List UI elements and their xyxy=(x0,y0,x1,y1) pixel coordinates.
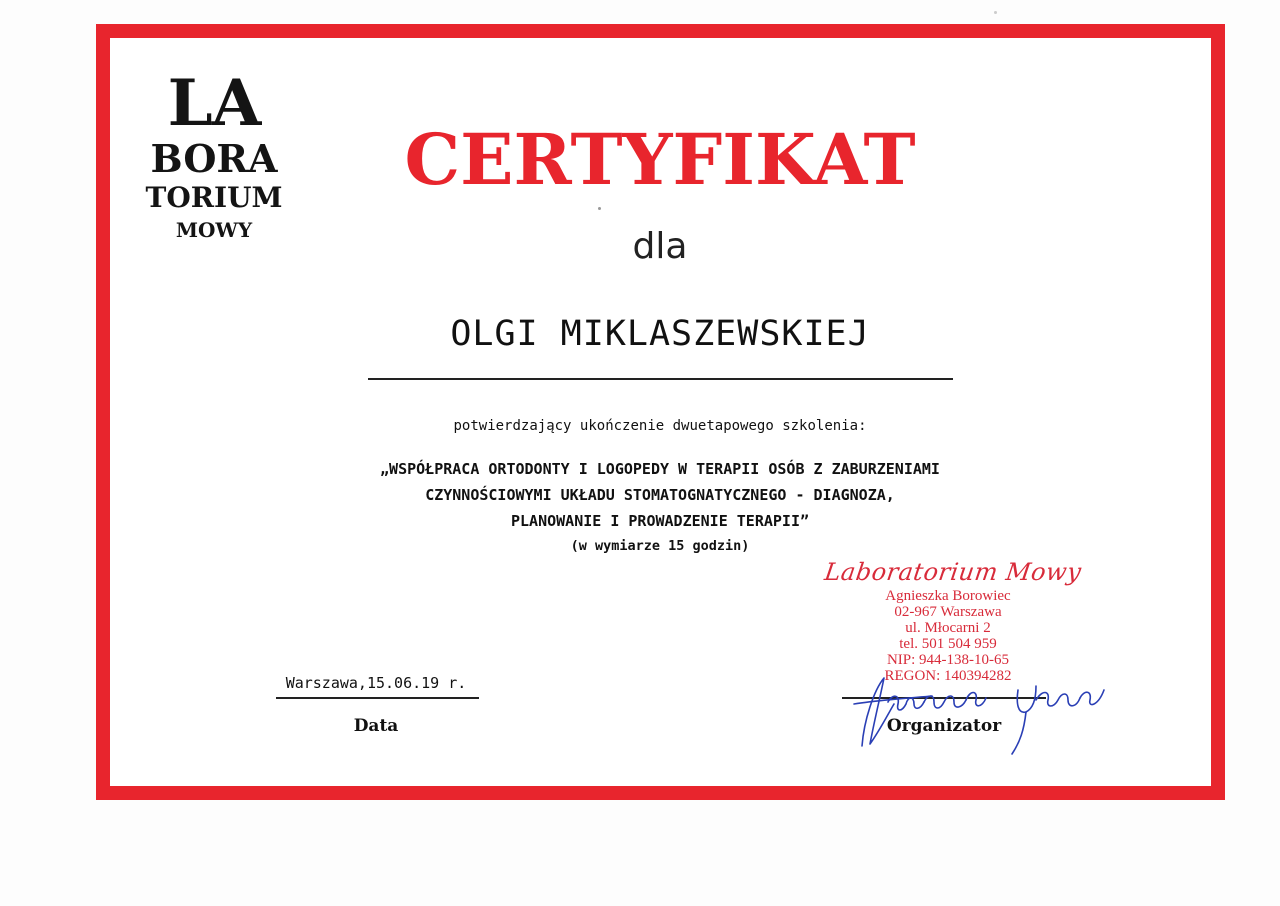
logo-line-3: TORIUM xyxy=(145,181,283,214)
course-title-line: CZYNNOŚCIOWYMI UKŁADU STOMATOGNATYCZNEGO - DIAGNOZA, xyxy=(425,486,895,504)
date-value: Warszawa,15.06.19 r. xyxy=(285,674,467,692)
logo-line-2: BORA xyxy=(150,136,278,181)
handwritten-signature xyxy=(840,660,1120,760)
logo-line-4: MOWY xyxy=(175,218,253,242)
stamp-line: Agnieszka Borowiec xyxy=(885,588,1011,604)
paper-speck xyxy=(994,11,997,14)
recipient-name: OLGI MIKLASZEWSKIEJ xyxy=(450,314,870,354)
stamp-name: Laboratorium Mowy xyxy=(822,558,1084,586)
stamp-line: NIP: 944-138-10-65 xyxy=(886,652,1010,668)
stamp-line: tel. 501 504 959 xyxy=(899,636,997,652)
stamp-line: 02-967 Warszawa xyxy=(894,604,1002,620)
date-label: Data xyxy=(353,716,399,736)
for-label: dla xyxy=(632,226,688,267)
certificate-title: CERTYFIKAT xyxy=(404,118,916,201)
recipient-underline xyxy=(368,378,953,380)
stamp-line: ul. Młocarni 2 xyxy=(905,620,991,636)
course-title-line: „WSPÓŁPRACA ORTODONTY I LOGOPEDY W TERAPII OSÓB Z ZABURZENIAMI xyxy=(380,460,940,478)
confirmation-text: potwierdzający ukończenie dwuetapowego szkolenia: xyxy=(453,418,867,434)
course-title xyxy=(230,456,1090,534)
laboratorium-mowy-logo xyxy=(132,66,296,242)
course-hours: (w wymiarze 15 godzin) xyxy=(570,538,750,554)
organizer-label: Organizator xyxy=(886,716,1002,736)
course-title-line: PLANOWANIE I PROWADZENIE TERAPII” xyxy=(510,512,809,530)
paper-speck xyxy=(598,207,601,210)
logo-line-1: LA xyxy=(167,66,261,141)
date-underline xyxy=(276,697,479,699)
stamp-line: REGON: 140394282 xyxy=(884,668,1012,684)
